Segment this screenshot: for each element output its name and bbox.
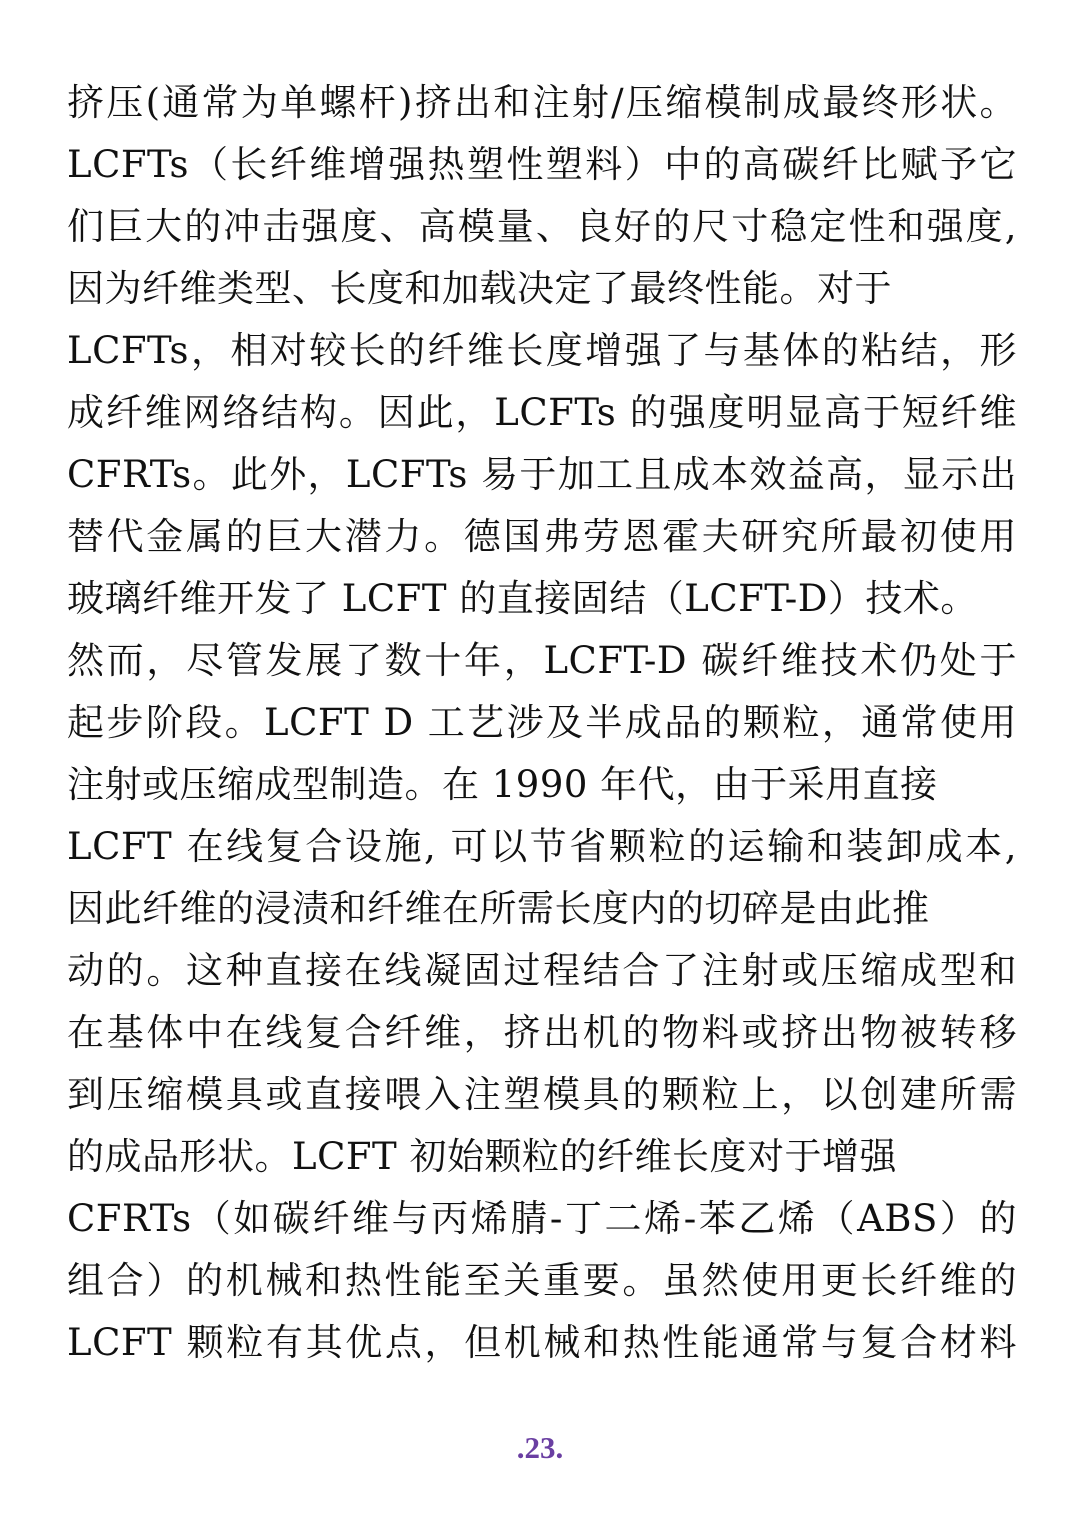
- text-line: LCFT 颗粒有其优点，但机械和热性能通常与复合材料: [67, 1321, 1017, 1364]
- text-line: CFRTs（如碳纤维与丙烯腈-丁二烯-苯乙烯（ABS）的: [67, 1197, 1017, 1240]
- text-line: 因此纤维的浸渍和纤维在所需长度内的切碎是由此推: [67, 887, 930, 930]
- text-line: 起步阶段。LCFT D 工艺涉及半成品的颗粒，通常使用: [67, 701, 1017, 744]
- text-line: 挤压(通常为单螺杆)挤出和注射/压缩模制成最终形状。: [67, 81, 1017, 124]
- text-line: 因为纤维类型、长度和加载决定了最终性能。对于: [67, 267, 892, 310]
- text-line: 玻璃纤维开发了 LCFT 的直接固结（LCFT-D）技术。: [67, 577, 978, 620]
- text-line: LCFTs（长纤维增强热塑性塑料）中的高碳纤比赋予它: [67, 143, 1017, 186]
- text-line: 替代金属的巨大潜力。德国弗劳恩霍夫研究所最初使用: [67, 515, 1017, 558]
- text-line: LCFT 在线复合设施, 可以节省颗粒的运输和装卸成本,: [67, 825, 1017, 868]
- page-number: .23.: [516, 1430, 564, 1465]
- text-line: 们巨大的冲击强度、高模量、良好的尺寸稳定性和强度,: [67, 205, 1017, 248]
- text-line: 注射或压缩成型制造。在 1990 年代，由于采用直接: [67, 763, 938, 806]
- text-line: 的成品形状。LCFT 初始颗粒的纤维长度对于增强: [67, 1135, 897, 1178]
- text-line: 动的。这种直接在线凝固过程结合了注射或压缩成型和: [67, 949, 1017, 992]
- text-line: CFRTs。此外，LCFTs 易于加工且成本效益高，显示出: [67, 453, 1017, 496]
- text-line: 然而，尽管发展了数十年，LCFT-D 碳纤维技术仍处于: [67, 639, 1017, 682]
- text-line: LCFTs，相对较长的纤维长度增强了与基体的粘结，形: [67, 329, 1017, 372]
- text-line: 组合）的机械和热性能至关重要。虽然使用更长纤维的: [67, 1259, 1017, 1302]
- text-line: 到压缩模具或直接喂入注塑模具的颗粒上，以创建所需: [67, 1073, 1017, 1116]
- body-text: [67, 72, 1017, 1374]
- text-line: 成纤维网络结构。因此，LCFTs 的强度明显高于短纤维: [67, 391, 1017, 434]
- text-line: 在基体中在线复合纤维，挤出机的物料或挤出物被转移: [67, 1011, 1017, 1054]
